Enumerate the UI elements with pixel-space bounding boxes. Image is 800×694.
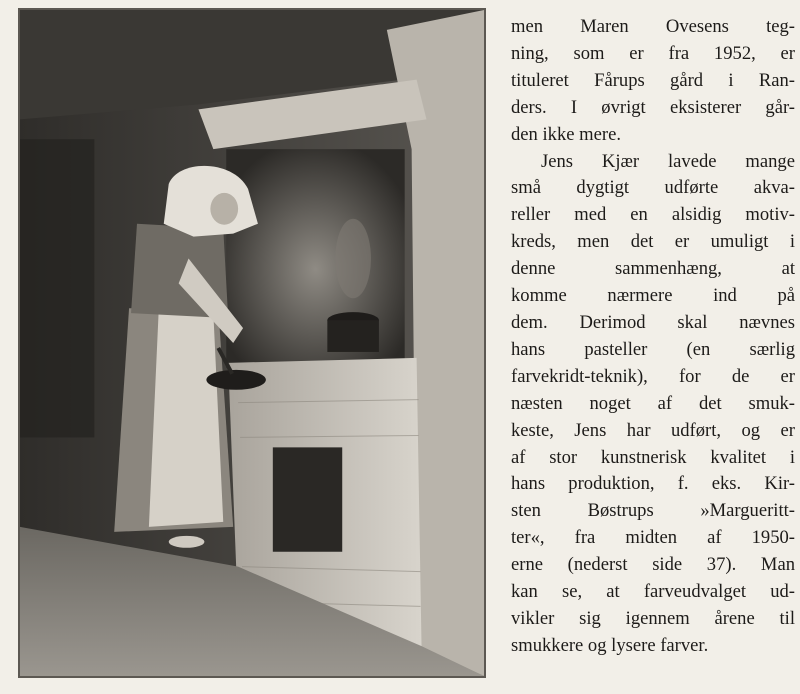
text-line: smukkere og lysere farver. [511, 634, 709, 656]
text-line: keste, Jens har udført, og er [511, 419, 795, 441]
text-line: farvekridt-teknik), for de er [511, 365, 795, 387]
text-line: kan se, at farveudvalget ud- [511, 581, 795, 603]
article-text-column [511, 14, 795, 660]
text-line: små dygtigt udførte akva- [511, 177, 795, 199]
article-paragraph-2 [511, 149, 795, 660]
text-line: af stor kunstnerisk kvalitet i [511, 446, 795, 468]
text-line: hans produktion, f. eks. Kir- [511, 473, 795, 495]
text-line: kreds, men det er umuligt i [511, 231, 795, 253]
text-line: reller med en alsidig motiv- [511, 204, 795, 226]
text-line: næsten noget af det smuk- [511, 392, 795, 414]
text-line: sten Bøstrups »Margueritt- [511, 500, 795, 522]
text-line: ter«, fra midten af 1950- [511, 527, 795, 549]
text-line: tituleret Fårups gård i Ran- [511, 69, 795, 91]
text-line: men Maren Ovesens teg- [511, 16, 795, 37]
text-line: ders. I øvrigt eksisterer går- [511, 96, 795, 118]
text-line: dem. Derimod skal nævnes [511, 311, 795, 333]
text-line: hans pasteller (en særlig [511, 338, 795, 360]
article-paragraph-1 [511, 14, 795, 149]
text-line: ning, som er fra 1952, er [511, 42, 795, 64]
text-line: erne (nederst side 37). Man [511, 554, 795, 576]
text-line: komme nærmere ind på [511, 285, 795, 307]
text-line: vikler sig igennem årene til [511, 607, 795, 629]
painting-image [18, 8, 486, 678]
text-line: Jens Kjær lavede mange [541, 150, 795, 172]
painting-icon [20, 10, 484, 676]
text-line: den ikke mere. [511, 123, 621, 145]
text-line: denne sammenhæng, at [511, 258, 795, 280]
